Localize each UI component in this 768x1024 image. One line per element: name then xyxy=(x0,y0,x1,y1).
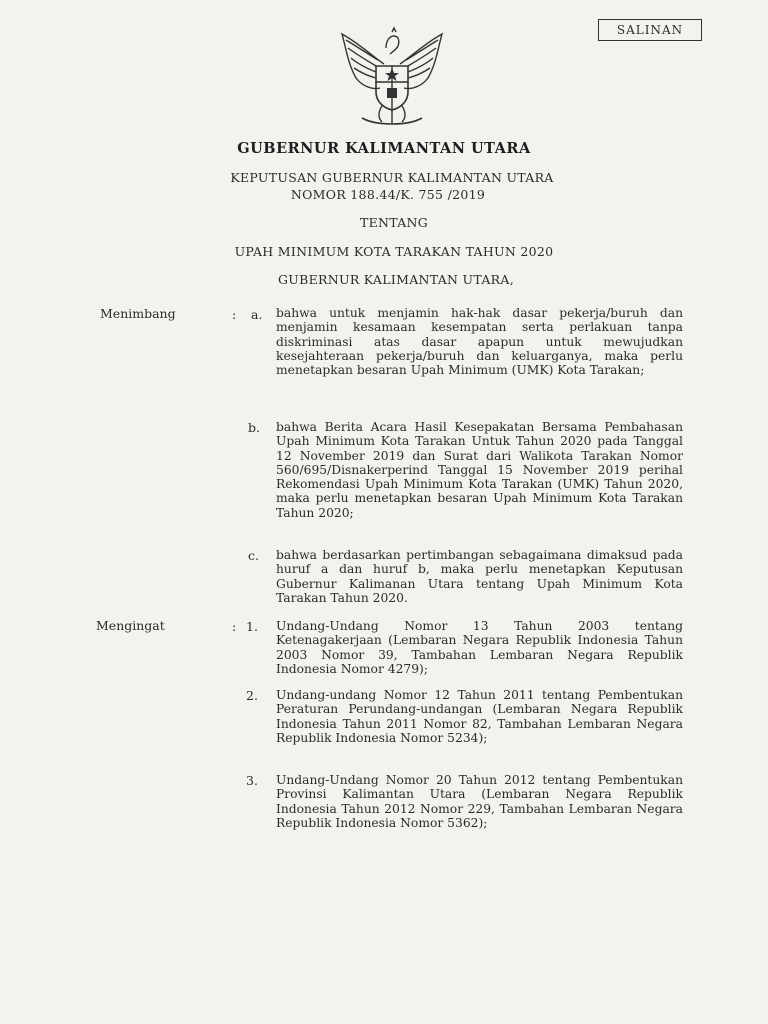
mengingat-item-2: Undang-undang Nomor 12 Tahun 2011 tentang Pembentukan Peraturan Perundang-undangan (Lembaran Negara Republik Indonesia Tahun 2011 Nomor 82, Tambahan Lembaran Negara Republik Indonesia Nomor 5234); xyxy=(276,688,683,745)
menimbang-colon: : xyxy=(232,307,237,322)
menimbang-marker-c: c. xyxy=(248,548,259,563)
mengingat-item-1: Undang-Undang Nomor 13 Tahun 2003 tentang Ketenagakerjaan (Lembaran Negara Republik Indonesia Tahun 2003 Nomor 39, Tambahan Lembaran Negara Republik Indonesia Nomor 4279); xyxy=(276,619,683,676)
decree-subject: UPAH MINIMUM KOTA TARAKAN TAHUN 2020 xyxy=(234,244,554,259)
menimbang-item-b: bahwa Berita Acara Hasil Kesepakatan Bersama Pembahasan Upah Minimum Kota Tarakan Untuk Tahun 2020 pada Tanggal 12 November 2019 dan Surat dari Walikota Tarakan Nomor 560/695/Disnakerperind Tanggal 15 November 2019 perihal Rekomendasi Upah Minimum Kota Tarakan (UMK) Tahun 2020, maka perlu menetapkan besaran Upah Minimum Kota Tarakan Tahun 2020; xyxy=(276,420,683,520)
salinan-stamp: SALINAN xyxy=(598,19,702,41)
menimbang-marker-a: a. xyxy=(251,307,263,322)
menimbang-item-c: bahwa berdasarkan pertimbangan sebagaimana dimaksud pada huruf a dan huruf b, maka perlu menetapkan Keputusan Gubernur Kalimanan Utara tentang Upah Minimum Kota Tarakan Tahun 2020. xyxy=(276,548,683,605)
menimbang-marker-b: b. xyxy=(248,420,260,435)
mengingat-marker-2: 2. xyxy=(246,688,258,703)
governor-line: GUBERNUR KALIMANTAN UTARA, xyxy=(278,272,514,287)
mengingat-label: Mengingat xyxy=(96,618,165,633)
mengingat-marker-1: 1. xyxy=(246,619,258,634)
decree-number: NOMOR 188.44/K. 755 /2019 xyxy=(290,187,486,202)
mengingat-colon: : xyxy=(232,619,237,634)
garuda-pancasila-emblem-icon xyxy=(332,26,452,128)
about-heading: TENTANG xyxy=(359,215,429,230)
governor-title: GUBERNUR KALIMANTAN UTARA xyxy=(237,140,531,157)
mengingat-item-3: Undang-Undang Nomor 20 Tahun 2012 tentang Pembentukan Provinsi Kalimantan Utara (Lembaran Negara Republik Indonesia Tahun 2012 Nomor 229, Tambahan Lembaran Negara Republik Indonesia Nomor 5362); xyxy=(276,773,683,830)
decree-line-1: KEPUTUSAN GUBERNUR KALIMANTAN UTARA xyxy=(230,170,554,185)
menimbang-label: Menimbang xyxy=(100,306,176,321)
mengingat-marker-3: 3. xyxy=(246,773,258,788)
menimbang-item-a: bahwa untuk menjamin hak-hak dasar pekerja/buruh dan menjamin kesamaan kesempatan serta perlakuan tanpa diskriminasi atas dasar apapun untuk mewujudkan kesejahteraan pekerja/buruh dan keluarganya, maka perlu menetapkan besaran Upah Minimum (UMK) Kota Tarakan; xyxy=(276,306,683,378)
